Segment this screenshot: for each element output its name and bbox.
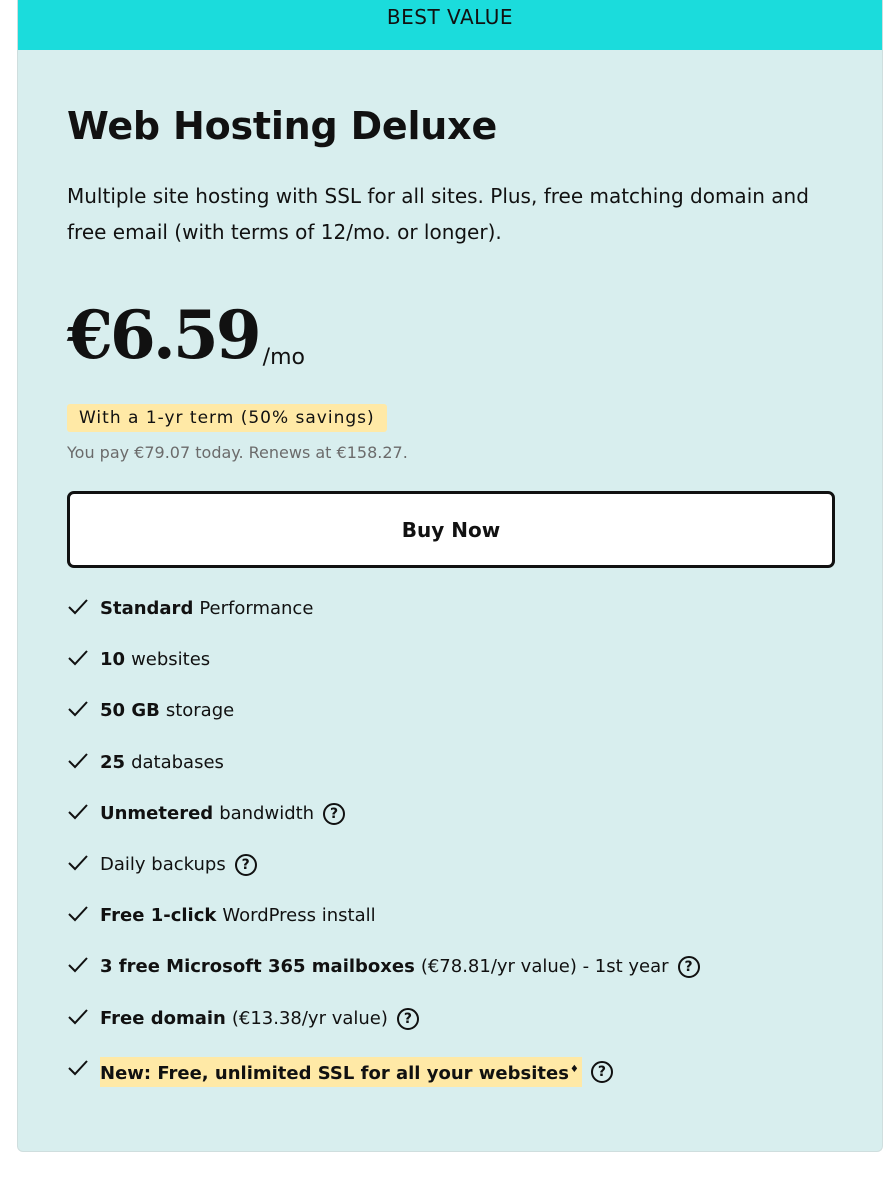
feature-text	[100, 954, 700, 980]
footnote-mark: ♦	[569, 1063, 579, 1075]
check-icon	[67, 854, 89, 872]
feature-item	[67, 852, 837, 903]
feature-text	[100, 852, 257, 878]
feature-detail-text: bandwidth	[219, 802, 315, 824]
feature-text	[100, 647, 210, 673]
price-row	[67, 296, 305, 374]
feature-detail-text: WordPress install	[222, 905, 376, 927]
check-icon	[67, 905, 89, 923]
question-circle-icon[interactable]: ?	[591, 1061, 613, 1083]
feature-detail-text: (€13.38/yr value)	[231, 1007, 388, 1029]
price-period: /mo	[262, 345, 305, 370]
feature-detail-text: (€78.81/yr value) - 1st year	[420, 956, 669, 978]
check-icon	[67, 752, 89, 770]
question-circle-icon[interactable]: ?	[678, 956, 700, 978]
question-circle-icon[interactable]: ?	[397, 1008, 419, 1030]
feature-bold-text: 50 GB	[100, 700, 160, 722]
best-value-banner: BEST VALUE	[18, 0, 882, 50]
feature-text	[100, 903, 376, 929]
feature-detail-text: storage	[165, 700, 235, 722]
feature-bold-text: 25	[100, 751, 126, 773]
check-icon	[67, 598, 89, 616]
feature-bold-text: New: Free, unlimited SSL for all your websites	[100, 1062, 569, 1084]
question-circle-icon[interactable]: ?	[235, 854, 257, 876]
feature-detail-text: Daily backups	[100, 853, 226, 875]
feature-detail-text: Performance	[199, 598, 314, 619]
feature-label	[100, 1006, 226, 1032]
feature-bold-text: Free 1-click	[100, 905, 217, 927]
feature-item	[67, 698, 837, 749]
feature-item	[67, 596, 837, 647]
feature-bold-text: Standard	[100, 598, 194, 619]
feature-detail-text: websites	[131, 649, 211, 671]
feature-text	[100, 750, 224, 776]
feature-bold-text: Unmetered	[100, 802, 214, 824]
buy-now-button[interactable]: Buy Now	[67, 491, 835, 568]
term-badge: With a 1-yr term (50% savings)	[67, 404, 387, 432]
feature-detail-text: databases	[131, 751, 224, 773]
feature-label	[100, 903, 216, 929]
check-icon	[67, 1059, 89, 1077]
feature-text	[100, 801, 345, 827]
plan-card	[17, 0, 883, 1152]
feature-item	[67, 1006, 837, 1057]
check-icon	[67, 700, 89, 718]
feature-text	[100, 1006, 419, 1032]
feature-text	[100, 698, 234, 724]
feature-bold-text: 3 free Microsoft 365 mailboxes	[100, 956, 415, 978]
pay-note: You pay €79.07 today. Renews at €158.27.	[67, 443, 408, 462]
feature-label	[100, 801, 213, 827]
feature-label	[100, 596, 193, 622]
feature-bold-text: 10	[100, 649, 126, 671]
feature-item	[67, 647, 837, 698]
feature-label	[100, 750, 125, 776]
feature-item	[67, 750, 837, 801]
feature-highlight	[100, 1057, 582, 1087]
feature-bold-text: Free domain	[100, 1007, 226, 1029]
feature-label	[100, 954, 415, 980]
feature-item	[67, 903, 837, 954]
feature-item	[67, 1057, 837, 1108]
feature-item	[67, 801, 837, 852]
feature-text	[100, 596, 313, 622]
check-icon	[67, 956, 89, 974]
check-icon	[67, 1008, 89, 1026]
question-circle-icon[interactable]: ?	[323, 803, 345, 825]
feature-item	[67, 954, 837, 1005]
feature-label	[100, 698, 160, 724]
plan-title: Web Hosting Deluxe	[67, 104, 498, 148]
check-icon	[67, 649, 89, 667]
plan-price: €6.59	[67, 296, 259, 374]
feature-label	[100, 647, 125, 673]
feature-text	[100, 1057, 613, 1087]
plan-description: Multiple site hosting with SSL for all sites. Plus, free matching domain and free email (with terms of 12/mo. or longer).	[67, 184, 809, 244]
check-icon	[67, 803, 89, 821]
feature-list	[67, 596, 837, 1108]
